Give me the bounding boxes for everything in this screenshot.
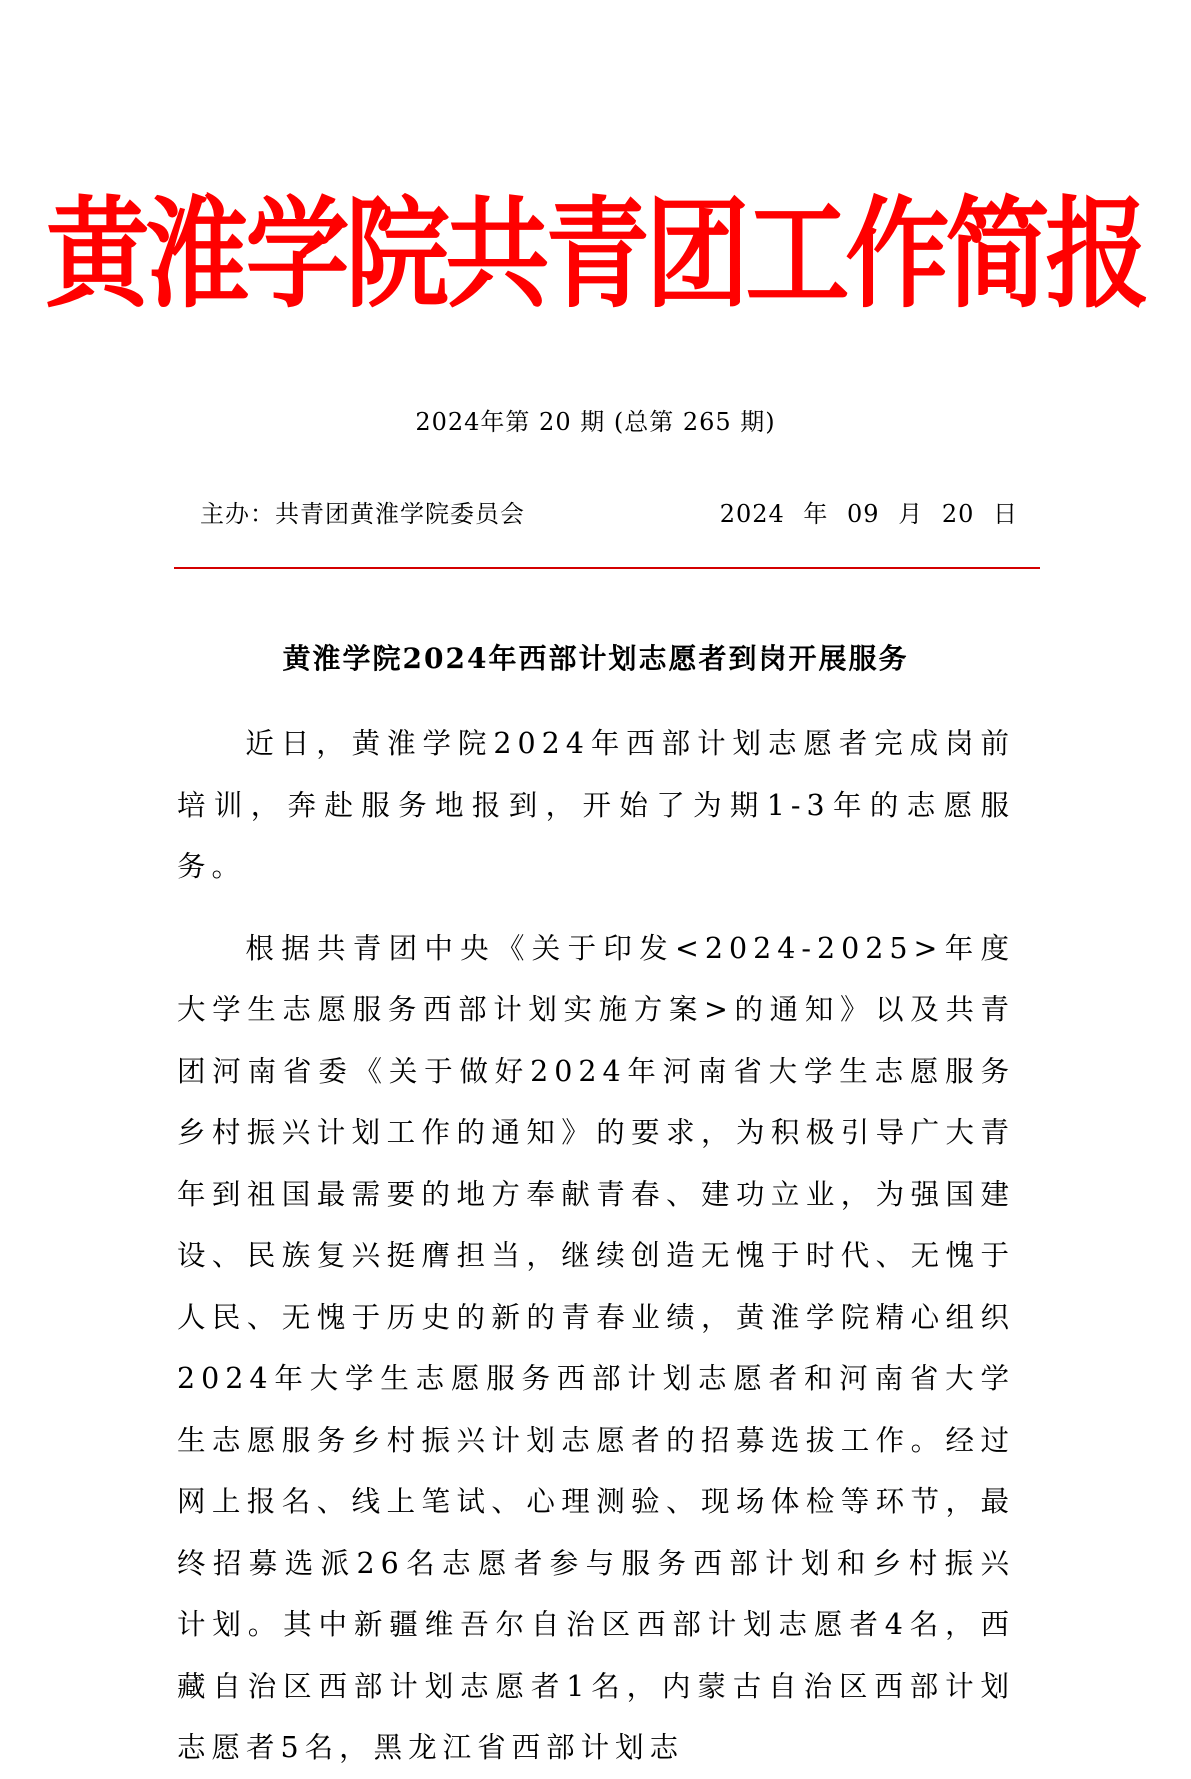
article-paragraph: 根据共青团中央《关于印发<2024-2025>年度大学生志愿服务西部计划实施方案>的通知》以及共青团河南省委《关于做好2024年河南省大学生志愿服务乡村振兴计划工作的通知》的要求，为积极引导广大青年到祖国最需要的地方奉献青春、建功立业，为强国建设、民族复兴挺膺担当，继续创造无愧于时代、无愧于人民、无愧于历史的新的青春业绩，黄淮学院精心组织2024年大学生志愿服务西部计划志愿者和河南省大学生志愿服务乡村振兴计划志愿者的招募选拔工作。经过网上报名、线上笔试、心理测验、现场体检等环节，最终招募选派26名志愿者参与服务西部计划和乡村振兴计划。其中新疆维吾尔自治区西部计划志愿者4名，西藏自治区西部计划志愿者1名，内蒙古自治区西部计划志愿者5名，黑龙江省西部计划志 [177,931,1015,1764]
issue-number: 2024年第 20 期 (总第 265 期) [415,408,776,436]
article-body [177,713,1015,1779]
masthead-title: 黄淮学院共青团工作简报 [45,183,1146,324]
sponsor-line: 主办：共青团黄淮学院委员会 [200,500,525,528]
article-title: 黄淮学院2024年西部计划志愿者到岗开展服务 [282,642,909,675]
issue-date: 2024 年 09 月 20 日 [719,500,1018,528]
red-divider [174,567,1040,569]
article-paragraph: 近日，黄淮学院2024年西部计划志愿者完成岗前培训，奔赴服务地报到，开始了为期1-3年的志愿服务。 [177,727,1015,883]
